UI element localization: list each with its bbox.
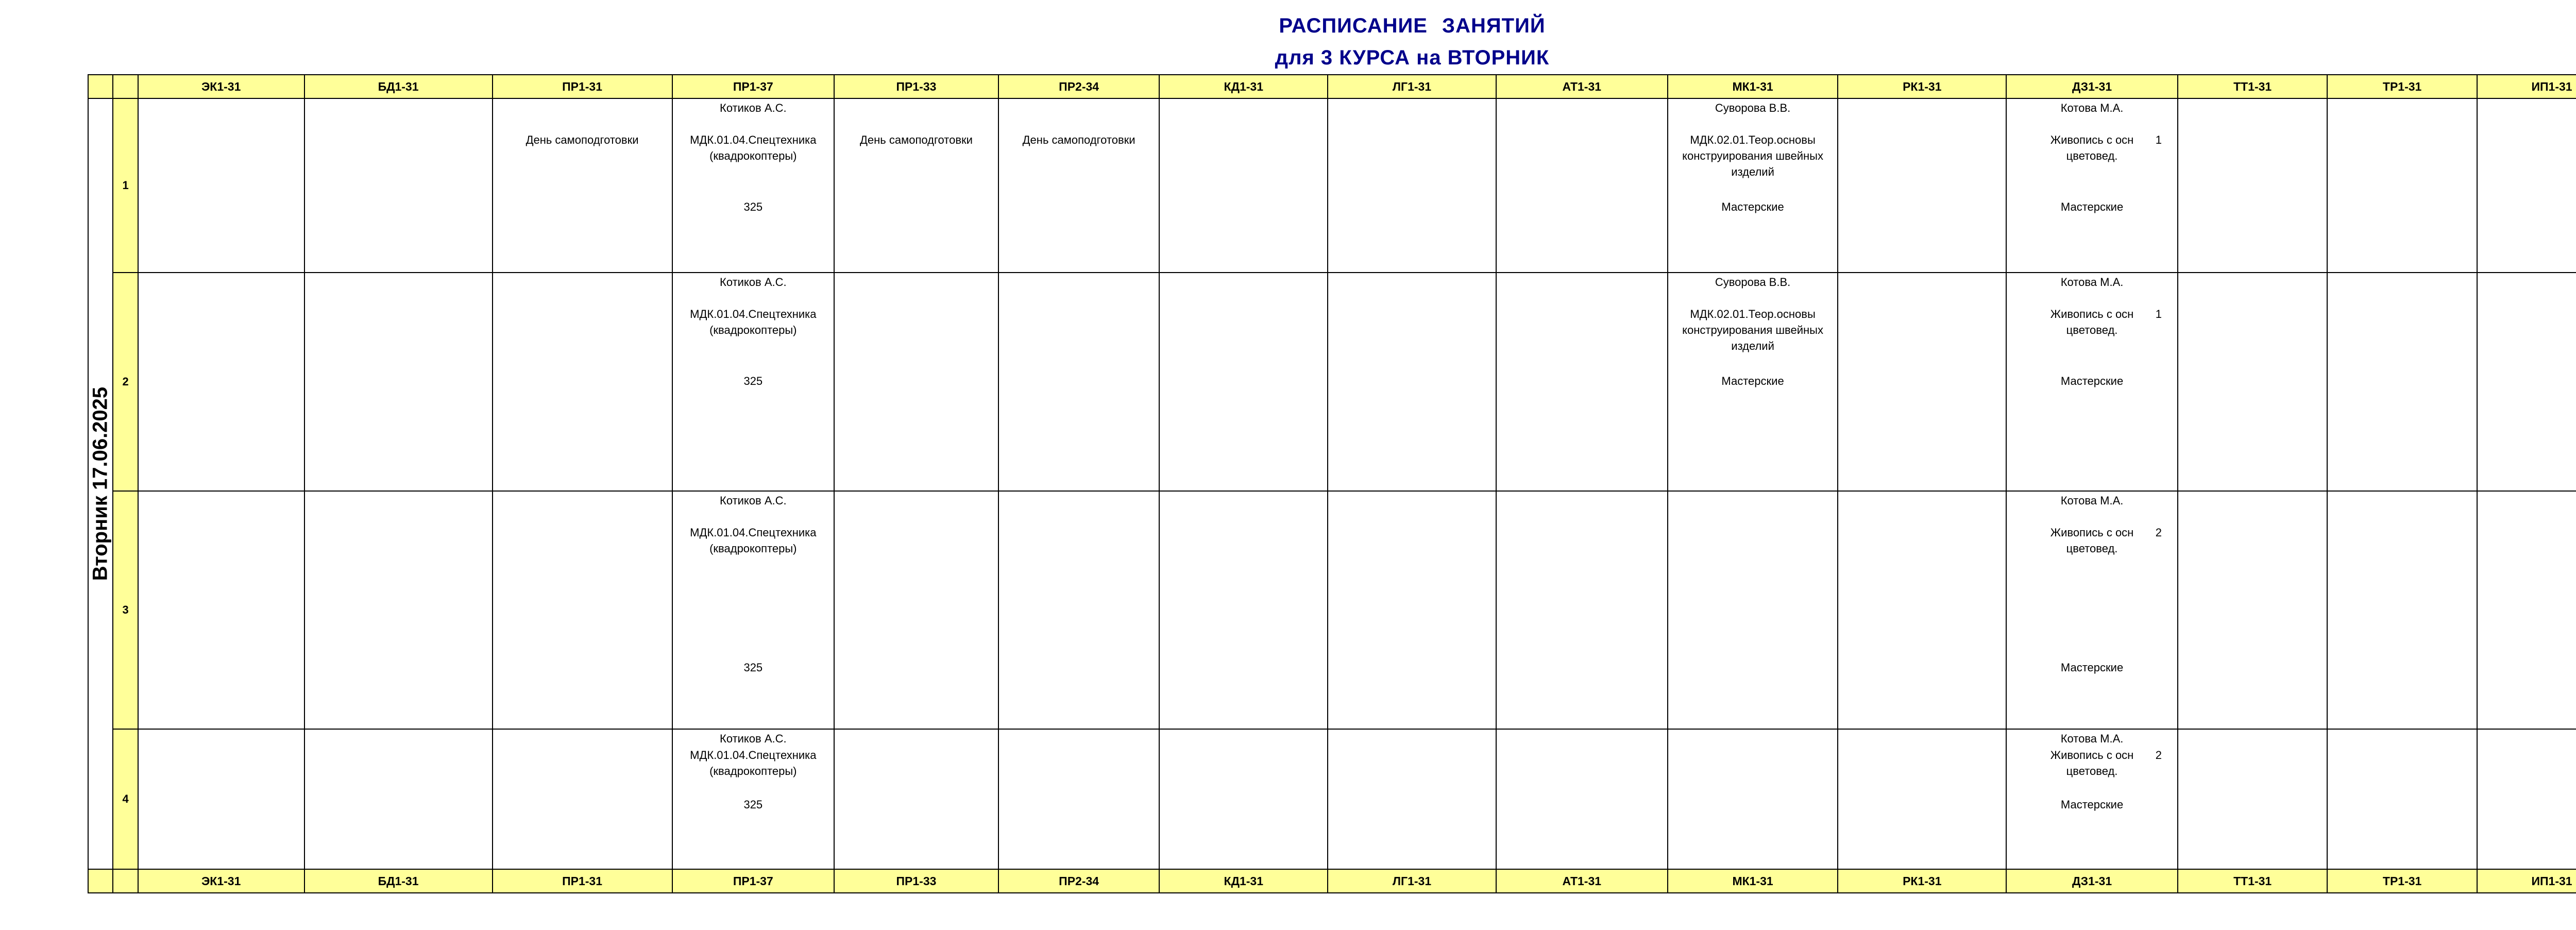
teacher-name: Котиков А.С. (720, 494, 787, 507)
schedule-cell (1328, 98, 1496, 273)
pair-row-4 (88, 729, 2576, 869)
schedule-cell (493, 273, 672, 491)
teacher-name: Котиков А.С. (720, 732, 787, 745)
group-footer-ek131: ЭК1-31 (138, 869, 304, 893)
schedule-subtitle: для 3 КУРСА на ВТОРНИК (1275, 46, 1550, 69)
schedule-cell (1159, 98, 1328, 273)
subject-name: Живопись с осн цветовед. (2050, 526, 2134, 555)
schedule-cell (138, 491, 304, 729)
teacher-name: Суворова В.В. (1715, 102, 1791, 114)
group-footer-tt131: ТТ1-31 (2178, 869, 2327, 893)
schedule-cell (834, 273, 998, 491)
subject-name: МДК.01.04.Спецтехника (квадрокоптеры) (690, 526, 817, 555)
subject-name: МДК.01.04.Спецтехника (квадрокоптеры) (690, 133, 817, 162)
pair-row-3 (88, 491, 2576, 729)
schedule-cell (2327, 98, 2477, 273)
schedule-cell (672, 98, 835, 273)
teacher-name: Котиков А.С. (720, 276, 787, 289)
footer-corner (88, 869, 113, 893)
teacher-name: Котова М.А. (2060, 102, 2124, 114)
self-study-note: День самоподготовки (860, 133, 973, 146)
schedule-cell (1159, 491, 1328, 729)
schedule-cell (1328, 273, 1496, 491)
room-name: Мастерские (2060, 200, 2124, 213)
schedule-cell (2178, 98, 2327, 273)
group-header-tt131: ТТ1-31 (2178, 75, 2327, 98)
schedule-cell (1838, 98, 2006, 273)
schedule-cell (1496, 729, 1668, 869)
group-header-pr137: ПР1-37 (672, 75, 835, 98)
group-footer-at131: АТ1-31 (1496, 869, 1668, 893)
schedule-cell (304, 729, 493, 869)
group-header-rk131: РК1-31 (1838, 75, 2006, 98)
header-corner (113, 75, 138, 98)
schedule-cell (493, 98, 672, 273)
hours-count: 2 (2155, 749, 2162, 762)
subject-name: МДК.02.01.Теор.основы конструирования швейных изделий (1682, 308, 1823, 352)
group-header-pr131: ПР1-31 (493, 75, 672, 98)
room-name: Мастерские (2060, 798, 2124, 811)
teacher-name: Суворова В.В. (1715, 276, 1791, 289)
room-name: Мастерские (1721, 200, 1784, 213)
schedule-cell (1838, 729, 2006, 869)
pair-row-2 (88, 273, 2576, 491)
day-cell (88, 98, 113, 869)
schedule-cell (493, 729, 672, 869)
footer-corner (113, 869, 138, 893)
group-footer-bd131: БД1-31 (304, 869, 493, 893)
pair-row-1 (88, 98, 2576, 273)
group-header-at131: АТ1-31 (1496, 75, 1668, 98)
schedule-cell (1838, 273, 2006, 491)
schedule-cell (998, 273, 1160, 491)
group-footer-pr131: ПР1-31 (493, 869, 672, 893)
schedule-cell (834, 729, 998, 869)
schedule-cell (1668, 491, 1838, 729)
group-header-kd131: КД1-31 (1159, 75, 1328, 98)
schedule-cell (1159, 273, 1328, 491)
group-header-lg131: ЛГ1-31 (1328, 75, 1496, 98)
schedule-cell (493, 491, 672, 729)
schedule-cell (304, 491, 493, 729)
schedule-cell (2006, 729, 2178, 869)
group-footer-mk131: МК1-31 (1668, 869, 1838, 893)
schedule-cell (1838, 491, 2006, 729)
room-number: 325 (743, 798, 763, 811)
hours-count: 2 (2155, 526, 2162, 539)
schedule-cell (304, 98, 493, 273)
schedule-cell (2006, 273, 2178, 491)
group-header-tr131: ТР1-31 (2327, 75, 2477, 98)
group-footer-pr133: ПР1-33 (834, 869, 998, 893)
group-footer-pr137: ПР1-37 (672, 869, 835, 893)
schedule-cell (1496, 98, 1668, 273)
schedule-cell (998, 729, 1160, 869)
room-name: Мастерские (2060, 661, 2124, 674)
schedule-cell (1328, 729, 1496, 869)
header-row-top (88, 75, 2576, 98)
group-footer-tr131: ТР1-31 (2327, 869, 2477, 893)
schedule-cell (304, 273, 493, 491)
header-row-bottom (88, 869, 2576, 893)
group-footer-dz131: ДЗ1-31 (2006, 869, 2178, 893)
group-header-mk131: МК1-31 (1668, 75, 1838, 98)
schedule-cell (1668, 98, 1838, 273)
group-footer-rk131: РК1-31 (1838, 869, 2006, 893)
schedule-cell (672, 273, 835, 491)
schedule-cell (2178, 273, 2327, 491)
hours-count: 1 (2155, 133, 2162, 146)
group-header-pr133: ПР1-33 (834, 75, 998, 98)
schedule-cell (138, 729, 304, 869)
pair-number: 2 (113, 273, 138, 491)
teacher-name: Котиков А.С. (720, 102, 787, 114)
subject-name: Живопись с осн цветовед. (2050, 133, 2134, 162)
teacher-name: Котова М.А. (2060, 494, 2124, 507)
subject-name: МДК.01.04.Спецтехника (квадрокоптеры) (690, 308, 817, 336)
subject-name: МДК.01.04.Спецтехника (квадрокоптеры) (690, 749, 817, 777)
group-header-pr234: ПР2-34 (998, 75, 1160, 98)
schedule-cell (1159, 729, 1328, 869)
schedule-cell (138, 273, 304, 491)
self-study-note: День самоподготовки (1022, 133, 1136, 146)
schedule-cell (2327, 273, 2477, 491)
group-header-ek131: ЭК1-31 (138, 75, 304, 98)
subject-name: Живопись с осн цветовед. (2050, 308, 2134, 336)
group-header-bd131: БД1-31 (304, 75, 493, 98)
teacher-name: Котова М.А. (2060, 276, 2124, 289)
schedule-cell (2178, 729, 2327, 869)
schedule-cell (2477, 491, 2576, 729)
schedule-cell (2178, 491, 2327, 729)
group-footer-lg131: ЛГ1-31 (1328, 869, 1496, 893)
header-corner (88, 75, 113, 98)
schedule-cell (672, 729, 835, 869)
subject-name: МДК.02.01.Теор.основы конструирования швейных изделий (1682, 133, 1823, 178)
room-name: Мастерские (2060, 375, 2124, 387)
schedule-cell (998, 491, 1160, 729)
schedule-cell (2477, 729, 2576, 869)
schedule-cell (2327, 491, 2477, 729)
schedule-cell (1328, 491, 1496, 729)
subject-name: Живопись с осн цветовед. (2050, 749, 2134, 777)
schedule-cell (834, 98, 998, 273)
group-footer-kd131: КД1-31 (1159, 869, 1328, 893)
pair-number: 1 (113, 98, 138, 273)
teacher-name: Котова М.А. (2060, 732, 2124, 745)
pair-number: 3 (113, 491, 138, 729)
group-header-ip131: ИП1-31 (2477, 75, 2576, 98)
schedule-table (88, 74, 2576, 893)
room-number: 325 (743, 200, 763, 213)
group-footer-pr234: ПР2-34 (998, 869, 1160, 893)
schedule-cell (2006, 491, 2178, 729)
schedule-cell (1496, 273, 1668, 491)
schedule-cell (834, 491, 998, 729)
schedule-cell (2006, 98, 2178, 273)
schedule-cell (1668, 729, 1838, 869)
room-name: Мастерские (1721, 375, 1784, 387)
schedule-cell (672, 491, 835, 729)
schedule-cell (1496, 491, 1668, 729)
schedule-cell (138, 98, 304, 273)
schedule-cell (2477, 273, 2576, 491)
pair-number: 4 (113, 729, 138, 869)
hours-count: 1 (2155, 308, 2162, 320)
schedule-title: РАСПИСАНИЕ ЗАНЯТИЙ (1279, 14, 1546, 37)
room-number: 325 (743, 375, 763, 387)
schedule-cell (2477, 98, 2576, 273)
schedule-cell (998, 98, 1160, 273)
schedule-cell (2327, 729, 2477, 869)
self-study-note: День самоподготовки (526, 133, 639, 146)
schedule-cell (1668, 273, 1838, 491)
day-label: Вторник 17.06.2025 (89, 386, 112, 581)
group-header-dz131: ДЗ1-31 (2006, 75, 2178, 98)
group-footer-ip131: ИП1-31 (2477, 869, 2576, 893)
room-number: 325 (743, 661, 763, 674)
